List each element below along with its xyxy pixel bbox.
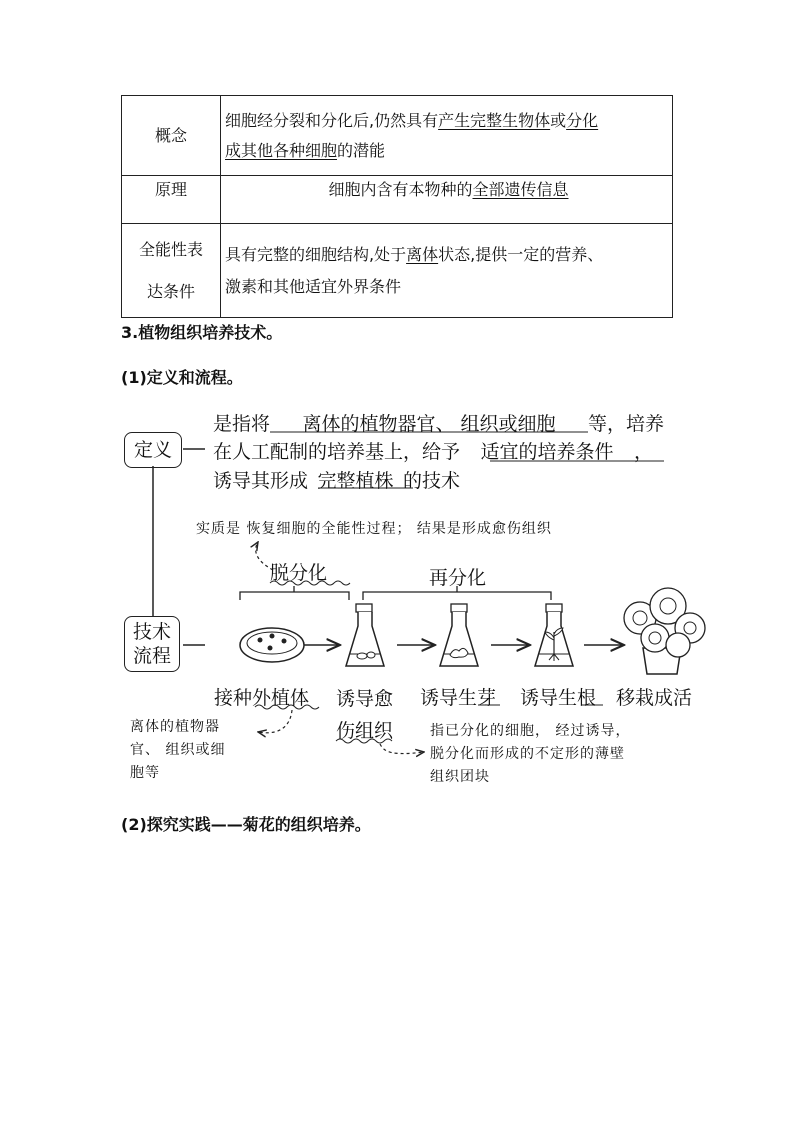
redifferentiation-label: 再分化 (429, 567, 487, 589)
flask-callus-icon (346, 604, 384, 666)
text: 的技术 (403, 470, 461, 492)
text: 全能性表 (138, 239, 203, 259)
text: 的潜能 (337, 140, 386, 160)
sub-heading: (1)定义和流程。 (121, 368, 243, 387)
step-inoculate (214, 683, 309, 710)
text: 细胞内含有本物种的 (328, 180, 473, 199)
text: 脱分化而形成的不定形的薄壁 (430, 746, 625, 762)
fill-blank-answer: 外植体 (252, 687, 310, 709)
potted-flower-icon (624, 588, 705, 674)
explant-note (130, 716, 225, 785)
text: 组织团块 (430, 769, 490, 785)
essence-note: 实质是 恢复细胞的全能性过程； 结果是形成愈伤组织 (196, 521, 552, 537)
row-label: 原理 (122, 176, 221, 224)
text: 胞等 (130, 765, 160, 781)
process-label-box (124, 616, 180, 672)
text: 等，培养 (588, 413, 665, 435)
underlined-text: 全部遗传信息 (472, 180, 569, 199)
fill-blank-answer: 离体的植物器官、 组织或细胞 (302, 413, 556, 435)
text: 离体的植物器 (130, 719, 220, 735)
flask-root-icon (535, 604, 573, 666)
text: 技术 (132, 621, 171, 643)
definition-line-3 (213, 466, 460, 493)
sub-heading: (2)探究实践——菊花的组织培养。 (121, 815, 371, 834)
fill-blank-answer: 适宜的培养条件 (480, 441, 614, 463)
fill-blank-answer: 芽 (477, 687, 497, 709)
fill-blank-answer: 根 (577, 687, 597, 709)
text: 在人工配制的培养基上，给予 (213, 441, 461, 463)
definition-label-box: 定义 (124, 432, 182, 468)
underlined-text: 产生完整生物体 (438, 110, 551, 130)
text: 官、 组织或细 (130, 742, 226, 758)
text: ， (634, 441, 654, 463)
text: 具有完整的细胞结构,处于 (225, 244, 407, 264)
callus-note (430, 720, 630, 789)
underlined-text: 分化 (566, 110, 599, 130)
text: 诱导愈 (336, 688, 394, 710)
text: 细胞经分裂和分化后,仍然具有 (225, 110, 439, 130)
underlined-text: 离体 (406, 244, 439, 264)
text: 接种 (214, 687, 253, 709)
row-label: 概念 (122, 96, 221, 176)
text: 诱导其形成 (213, 470, 309, 492)
fill-blank-answer: 完整植株 (317, 470, 394, 492)
petri-dish-icon (240, 628, 304, 662)
text: 激素和其他适宜外界条件 (225, 276, 402, 296)
flask-shoot-icon (440, 604, 478, 666)
text: 诱导生 (420, 687, 478, 709)
text: 是指将 (213, 413, 271, 435)
fill-blank-answer: 伤组织 (336, 720, 394, 742)
definition-line-1 (213, 409, 664, 436)
text: 状态,提供一定的营养、 (438, 244, 604, 264)
definition-line-2 (213, 437, 653, 464)
step-transplant: 移栽成活 (616, 687, 693, 709)
text: 或 (550, 110, 567, 130)
dedifferentiation-label: 脱分化 (270, 562, 328, 584)
step-induce-callus (336, 683, 393, 747)
underlined-text: 成其他各种细胞 (225, 140, 338, 160)
step-induce-root (520, 683, 596, 710)
section-heading: 3.植物组织培养技术。 (121, 323, 283, 342)
text: 诱导生 (520, 687, 578, 709)
step-induce-shoot (420, 683, 496, 710)
text: 达条件 (146, 281, 195, 301)
text: 指已分化的细胞， 经过诱导， (430, 723, 631, 739)
text: 流程 (132, 645, 171, 667)
